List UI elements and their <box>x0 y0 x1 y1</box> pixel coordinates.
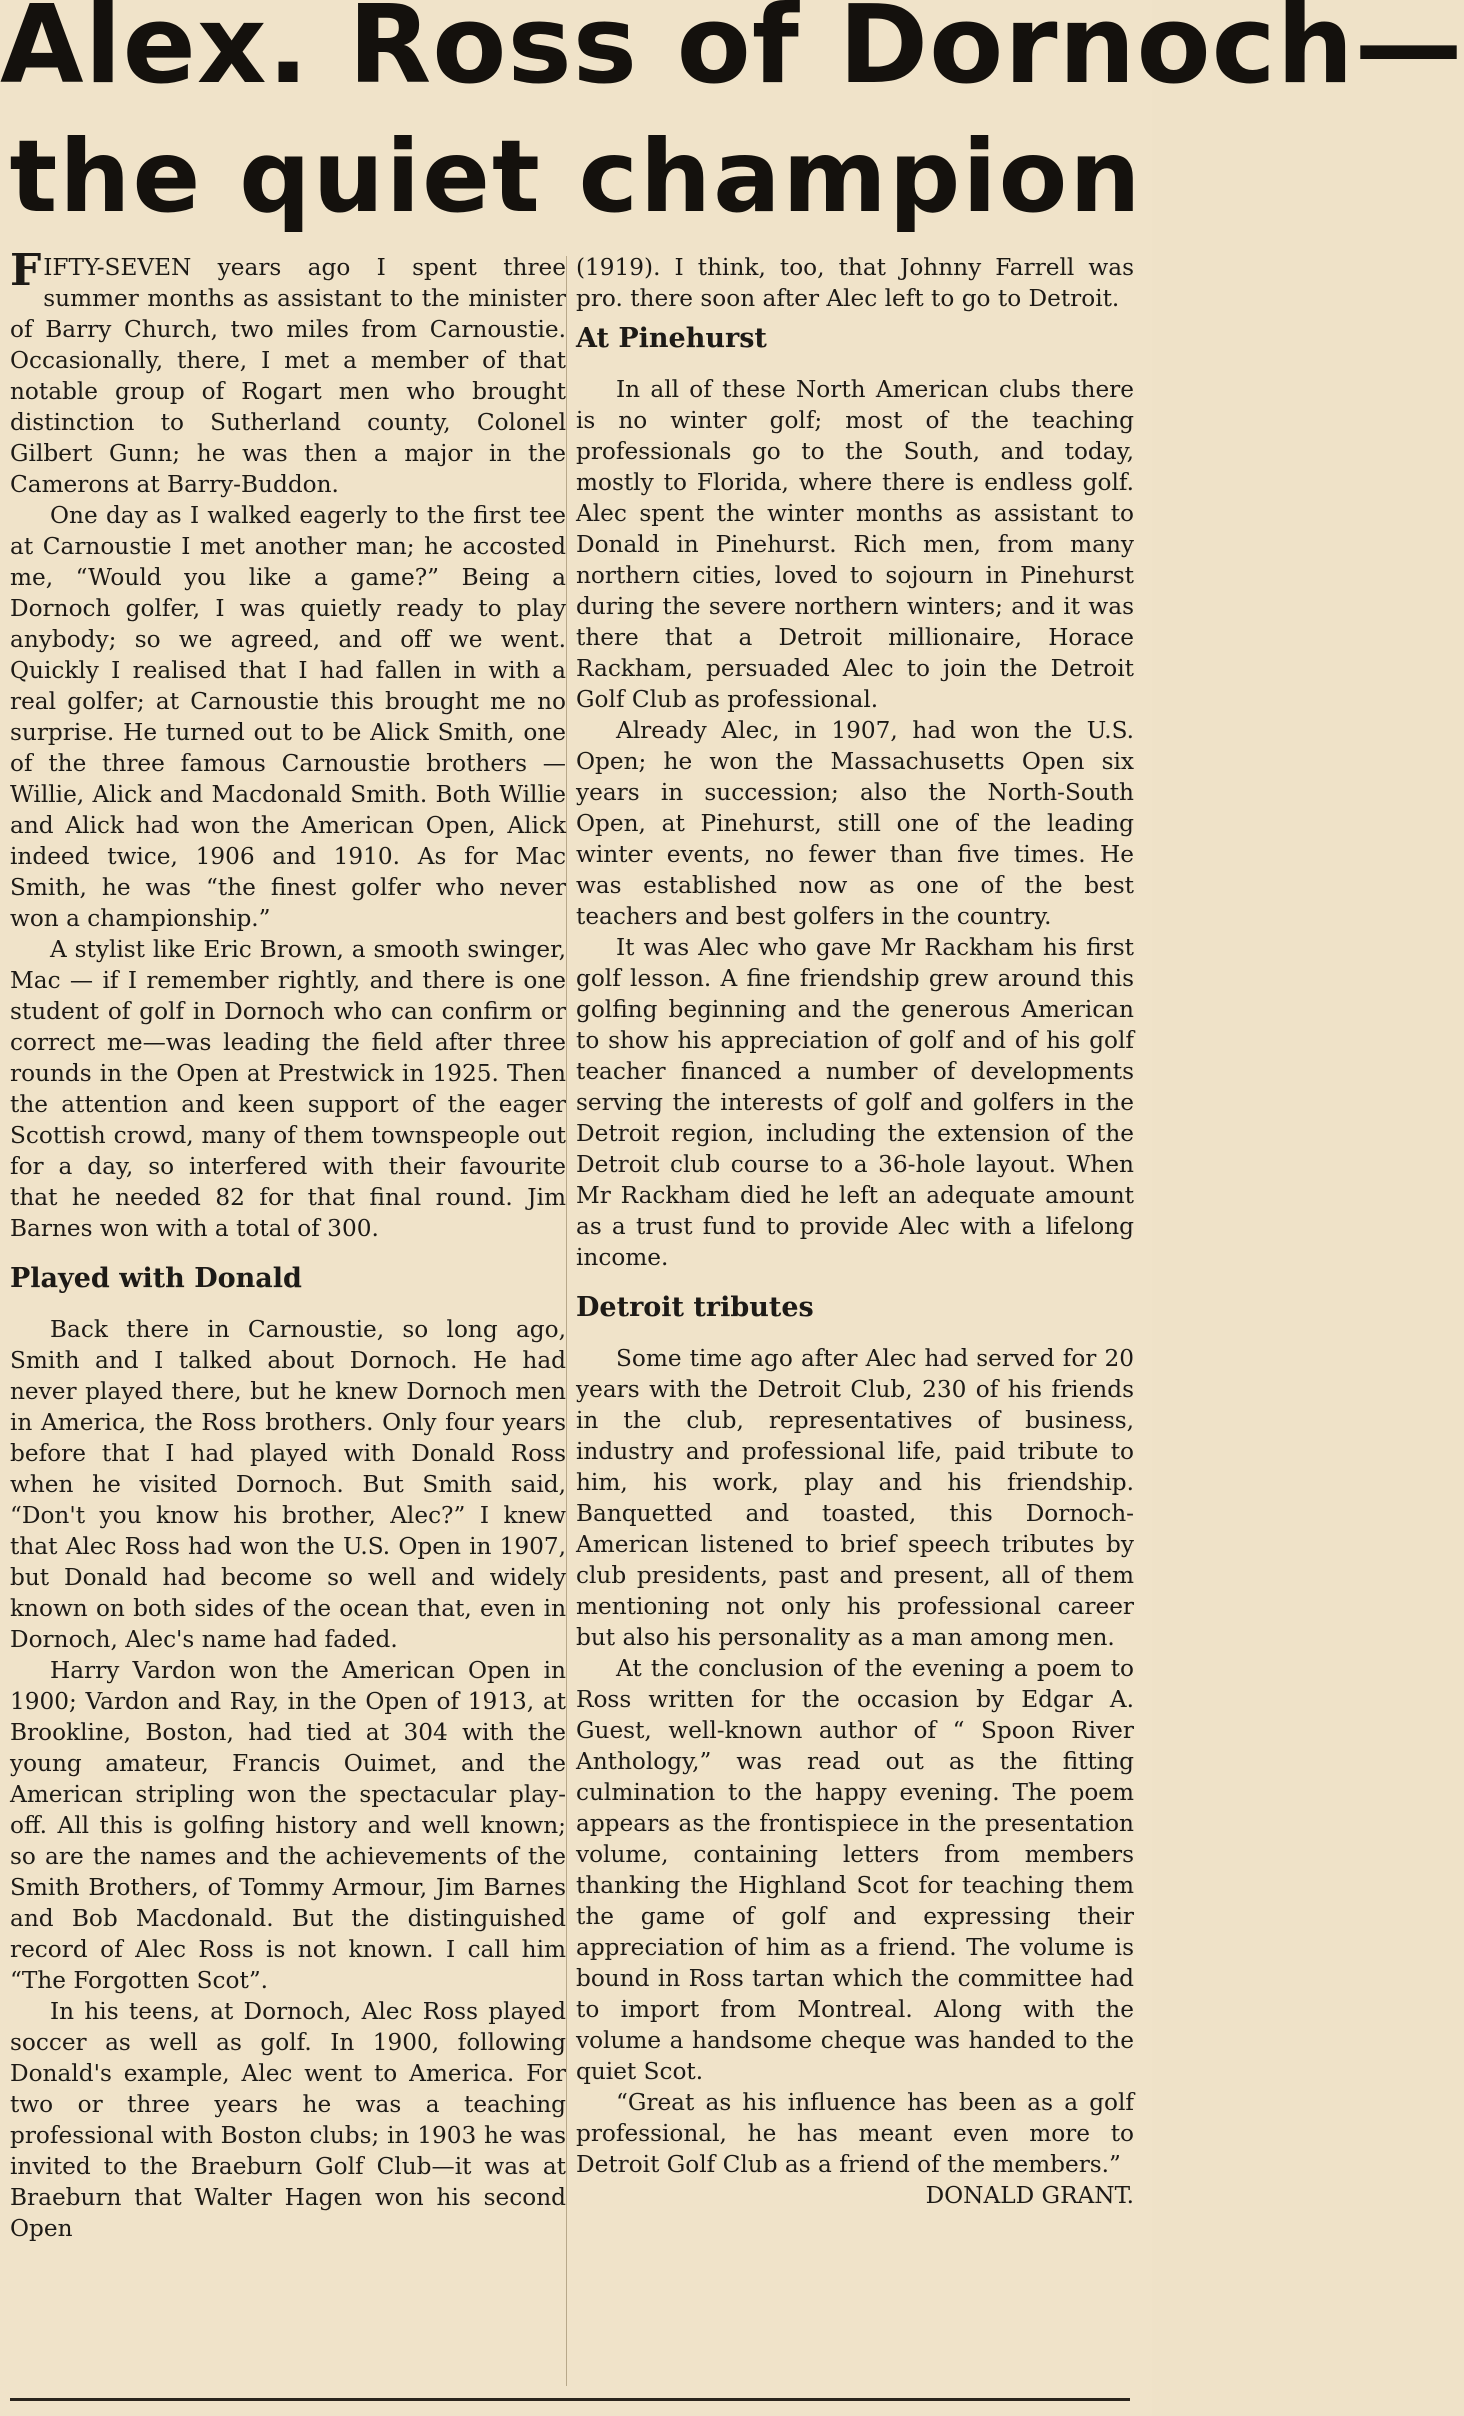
left-column <box>10 245 566 2392</box>
right-column <box>576 252 1134 2392</box>
column-divider <box>566 256 567 2386</box>
section-heading: Detroit tributes <box>576 1292 814 1323</box>
paragraph-text: IFTY-SEVEN years ago I spent three summer months as assistant to the minister of Barry Church, two miles from Carnoustie. Occasionally, there, I met a member of that notable group of Rogart men who brought distinction to Sutherland county, Colonel Gilbert Gunn; he was then a major in the Camerons at Barry-Buddon. <box>10 254 566 498</box>
paragraph: At the conclusion of the evening a poem to Ross written for the occasion by Edgar A. Guest, well-known author of “ Spoon River Anthology,” was read out as the fitting culmination to the happy evening. The poem appears as the frontispiece in the presentation volume, containing letters from members thanking the Highland Scot for teaching them the game of golf and expressing their appreciation of him as a friend. The volume is bound in Ross tartan which the committee had to import from Montreal. Along with the volume a handsome cheque was handed to the quiet Scot. <box>576 1655 1134 2085</box>
paragraph: Some time ago after Alec had served for 20 years with the Detroit Club, 230 of his friends in the club, representatives of business, industry and professional life, paid tribute to him, his work, play and his friendship. Banquetted and toasted, this Dornoch-American listened to brief speech tributes by club presidents, past and present, all of them mentioning not only his professional career but also his personality as a man among men. <box>576 1345 1134 1651</box>
paragraph <box>10 245 566 500</box>
bottom-rule <box>10 2398 1130 2401</box>
headline-line-2: the quiet champion <box>9 118 1143 235</box>
paragraph: “Great as his influence has been as a golf professional, he has meant even more to Detroit Golf Club as a friend of the members.” <box>576 2089 1134 2178</box>
headline <box>0 0 1464 245</box>
paragraph: In his teens, at Dornoch, Alec Ross played soccer as well as golf. In 1900, following Donald's example, Alec went to America. For two or three years he was a teaching professional with Boston clubs; in 1903 he was invited to the Braeburn Golf Club—it was at Braeburn that Walter Hagen won his second Open <box>10 1998 566 2242</box>
paragraph: It was Alec who gave Mr Rackham his first golf lesson. A fine friendship grew around this golfing beginning and the generous American to show his appreciation of golf and of his golf teacher financed a number of developments serving the interests of golf and golfers in the Detroit region, including the extension of the Detroit club course to a 36-hole layout. When Mr Rackham died he left an adequate amount as a trust fund to provide Alec with a lifelong income. <box>576 934 1134 1271</box>
headline-line-1: Alex. Ross of Dornoch— <box>0 0 1464 108</box>
paragraph: Harry Vardon won the American Open in 1900; Vardon and Ray, in the Open of 1913, at Brookline, Boston, had tied at 304 with the young amateur, Francis Ouimet, and the American stripling won the spectacular play-off. All this is golfing history and well known; so are the names and the achievements of the Smith Brothers, of Tommy Armour, Jim Barnes and Bob Macdonald. But the distinguished record of Alec Ross is not known. I call him “The Forgotten Scot”. <box>10 1657 566 1994</box>
byline: DONALD GRANT. <box>925 2182 1134 2209</box>
section-heading: At Pinehurst <box>576 323 767 354</box>
paragraph: One day as I walked eagerly to the first tee at Carnoustie I met another man; he accosted me, “Would you like a game?” Being a Dornoch golfer, I was quietly ready to play anybody; so we agreed, and off we went. Quickly I realised that I had fallen in with a real golfer; at Carnoustie this brought me no surprise. He turned out to be Alick Smith, one of the three famous Carnoustie brothers — Willie, Alick and Macdonald Smith. Both Willie and Alick had won the American Open, Alick indeed twice, 1906 and 1910. As for Mac Smith, he was “the finest golfer who never won a championship.” <box>10 502 566 932</box>
section-heading: Played with Donald <box>10 1263 302 1294</box>
paragraph: Back there in Carnoustie, so long ago, Smith and I talked about Dornoch. He had never played there, but he knew Dornoch men in America, the Ross brothers. Only four years before that I had played with Donald Ross when he visited Dornoch. But Smith said, “Don't you know his brother, Alec?” I knew that Alec Ross had won the U.S. Open in 1907, but Donald had become so well and widely known on both sides of the ocean that, even in Dornoch, Alec's name had faded. <box>10 1316 566 1653</box>
paragraph: Already Alec, in 1907, had won the U.S. Open; he won the Massachusetts Open six years in succession; also the North-South Open, at Pinehurst, still one of the leading winter events, no fewer than five times. He was established now as one of the best teachers and best golfers in the country. <box>576 717 1134 930</box>
drop-cap: F <box>10 245 42 296</box>
paragraph: (1919). I think, too, that Johnny Farrell was pro. there soon after Alec left to go to Detroit. <box>576 254 1134 312</box>
paragraph: A stylist like Eric Brown, a smooth swinger, Mac — if I remember rightly, and there is one student of golf in Dornoch who can confirm or correct me—was leading the field after three rounds in the Open at Prestwick in 1925. Then the attention and keen support of the eager Scottish crowd, many of them townspeople out for a day, so interfered with their favourite that he needed 82 for that final round. Jim Barnes won with a total of 300. <box>10 936 566 1242</box>
paragraph: In all of these North American clubs there is no winter golf; most of the teaching professionals go to the South, and today, mostly to Florida, where there is endless golf. Alec spent the winter months as assistant to Donald in Pinehurst. Rich men, from many northern cities, loved to sojourn in Pinehurst during the severe northern winters; and it was there that a Detroit millionaire, Horace Rackham, persuaded Alec to join the Detroit Golf Club as professional. <box>576 376 1134 713</box>
